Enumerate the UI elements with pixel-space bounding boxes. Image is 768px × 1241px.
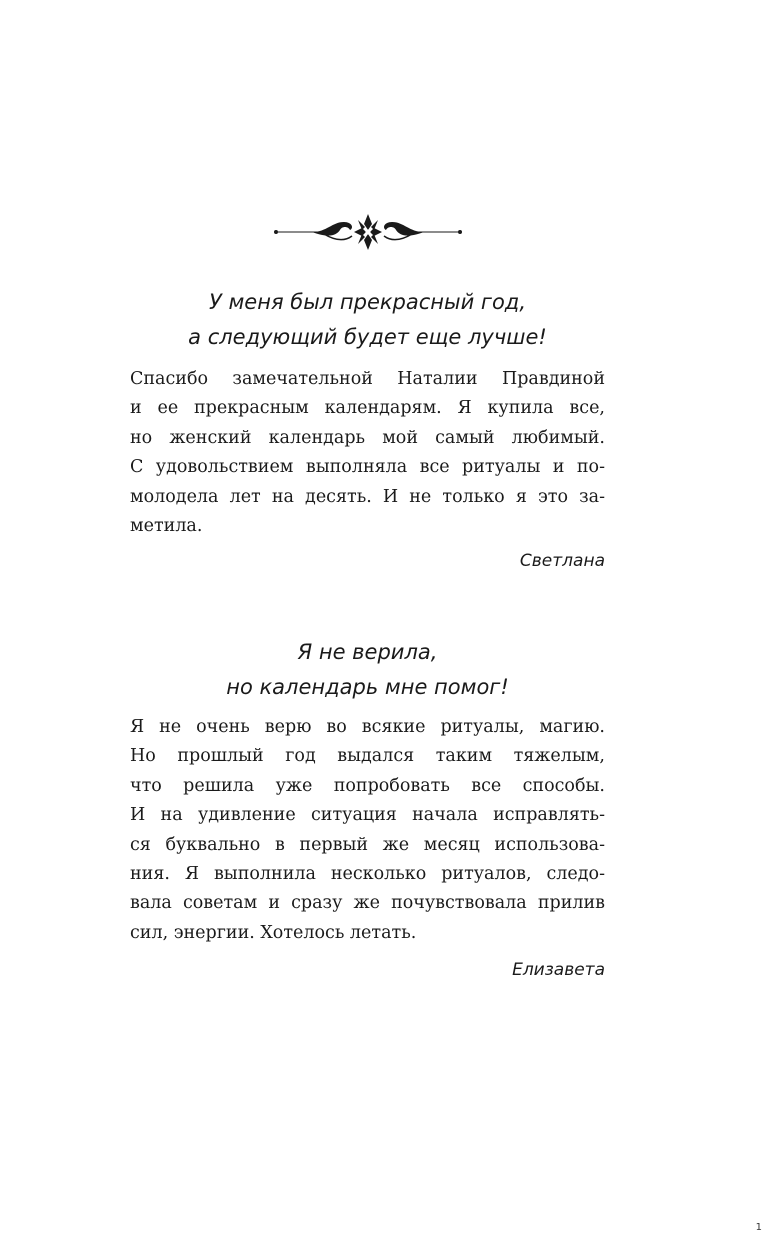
text-line: но женский календарь мой самый любимый.	[130, 427, 605, 448]
text-line: И на удивление ситуация начала исправлять-	[130, 805, 605, 826]
decorative-ornament	[272, 208, 464, 256]
text-line: метила.	[130, 516, 203, 537]
text-line: что решила уже попробовать все способы.	[130, 775, 605, 796]
text-line: молодела лет на десять. И не только я это за-	[130, 486, 605, 507]
heading-line: но календарь мне помог!	[226, 675, 509, 699]
testimonial-author-1: Светлана	[519, 551, 605, 571]
testimonial-heading-1	[130, 285, 605, 355]
testimonial-text-2	[130, 713, 605, 948]
text-line: сил, энергии. Хотелось летать.	[130, 922, 417, 943]
text-line: ся буквально в первый же месяц использова-	[130, 834, 605, 855]
testimonial-text-1	[130, 365, 605, 541]
heading-line: а следующий будет еще лучше!	[188, 325, 547, 349]
text-line: Я не очень верю во всякие ритуалы, магию.	[130, 717, 605, 737]
page-number: 1	[755, 1222, 762, 1233]
text-line: Спасибо замечательной Наталии Правдиной	[130, 369, 605, 389]
text-line: и ее прекрасным календарям. Я купила все,	[130, 398, 605, 419]
heading-line: Я не верила,	[297, 640, 438, 664]
text-line: Но прошлый год выдался таким тяжелым,	[130, 746, 605, 767]
testimonial-author-2: Елизавета	[512, 960, 605, 980]
heading-line: У меня был прекрасный год,	[208, 290, 527, 314]
text-line: вала советам и сразу же почувствовала прилив	[130, 893, 605, 914]
text-line: С удовольствием выполняла все ритуалы и по-	[130, 457, 605, 478]
text-line: ния. Я выполнила несколько ритуалов, следо-	[130, 864, 605, 885]
testimonial-heading-2	[130, 635, 605, 705]
